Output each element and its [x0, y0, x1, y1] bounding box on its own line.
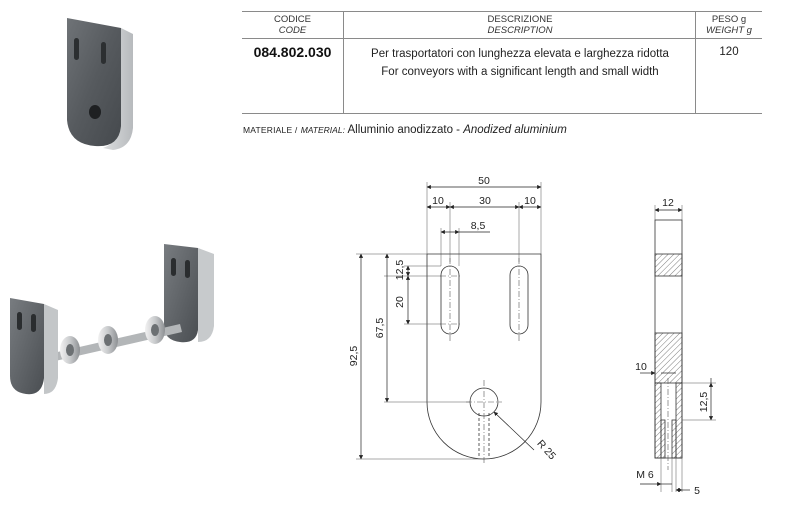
code-column	[242, 12, 343, 113]
dim-thread: M 6	[636, 469, 654, 481]
material-label-en: MATERIAL:	[300, 125, 345, 135]
dim-slot-length: 20	[394, 296, 406, 308]
product-code: 084.802.030	[253, 44, 332, 60]
section-middle	[655, 333, 682, 383]
product-description	[344, 45, 696, 81]
description-header	[344, 14, 696, 36]
product-table	[242, 11, 762, 114]
material-value-en: Anodized aluminium	[463, 124, 567, 136]
dim-total-height: 92,5	[348, 345, 360, 367]
weight-header-en: WEIGHT g	[706, 25, 752, 36]
material-value-it: Alluminio anodizzato -	[347, 124, 461, 136]
dim-thickness: 12	[662, 197, 674, 209]
product-weight: 120	[719, 46, 739, 58]
material-label-it: MATERIALE /	[243, 125, 298, 135]
weight-header	[696, 14, 762, 36]
dim-hole-spacing: 30	[479, 195, 491, 207]
header-divider	[344, 38, 696, 39]
dim-slot-top: 12,5	[394, 259, 406, 281]
header-divider	[242, 38, 343, 39]
section-bottom-left	[661, 420, 665, 458]
dim-right-offset: 10	[524, 195, 536, 207]
section-right	[676, 383, 682, 458]
code-header-it: CODICE	[274, 14, 311, 25]
dim-left-offset: 10	[432, 195, 444, 207]
dim-thread-inset: 5	[694, 485, 700, 497]
material-line	[243, 124, 567, 136]
description-en: For conveyors with a significant length and small width	[381, 66, 659, 78]
product-photo	[55, 8, 145, 158]
dim-slot-height: 67,5	[374, 317, 386, 339]
code-header	[242, 14, 343, 36]
side-view-drawing	[600, 195, 730, 500]
description-header-it: DESCRIZIONE	[487, 14, 553, 25]
dim-overall-width: 50	[478, 175, 490, 187]
section-top	[655, 254, 682, 276]
description-column	[343, 12, 696, 113]
code-header-en: CODE	[278, 25, 307, 36]
front-view-drawing	[340, 170, 570, 470]
description-header-en: DESCRIPTION	[487, 25, 553, 36]
dim-slot-width: 8,5	[470, 220, 486, 232]
section-bottom-right	[672, 420, 676, 458]
dim-thread-depth: 12,5	[698, 391, 710, 413]
header-divider	[696, 38, 762, 39]
weight-header-it: PESO g	[711, 14, 747, 25]
section-left	[655, 383, 661, 458]
dim-hole-offset: 10	[635, 361, 647, 373]
assembly-photo	[0, 238, 225, 408]
description-it: Per trasportatori con lunghezza elevata e larghezza ridotta	[371, 48, 669, 60]
weight-column	[695, 12, 762, 113]
dim-radius: R 25	[534, 437, 559, 463]
